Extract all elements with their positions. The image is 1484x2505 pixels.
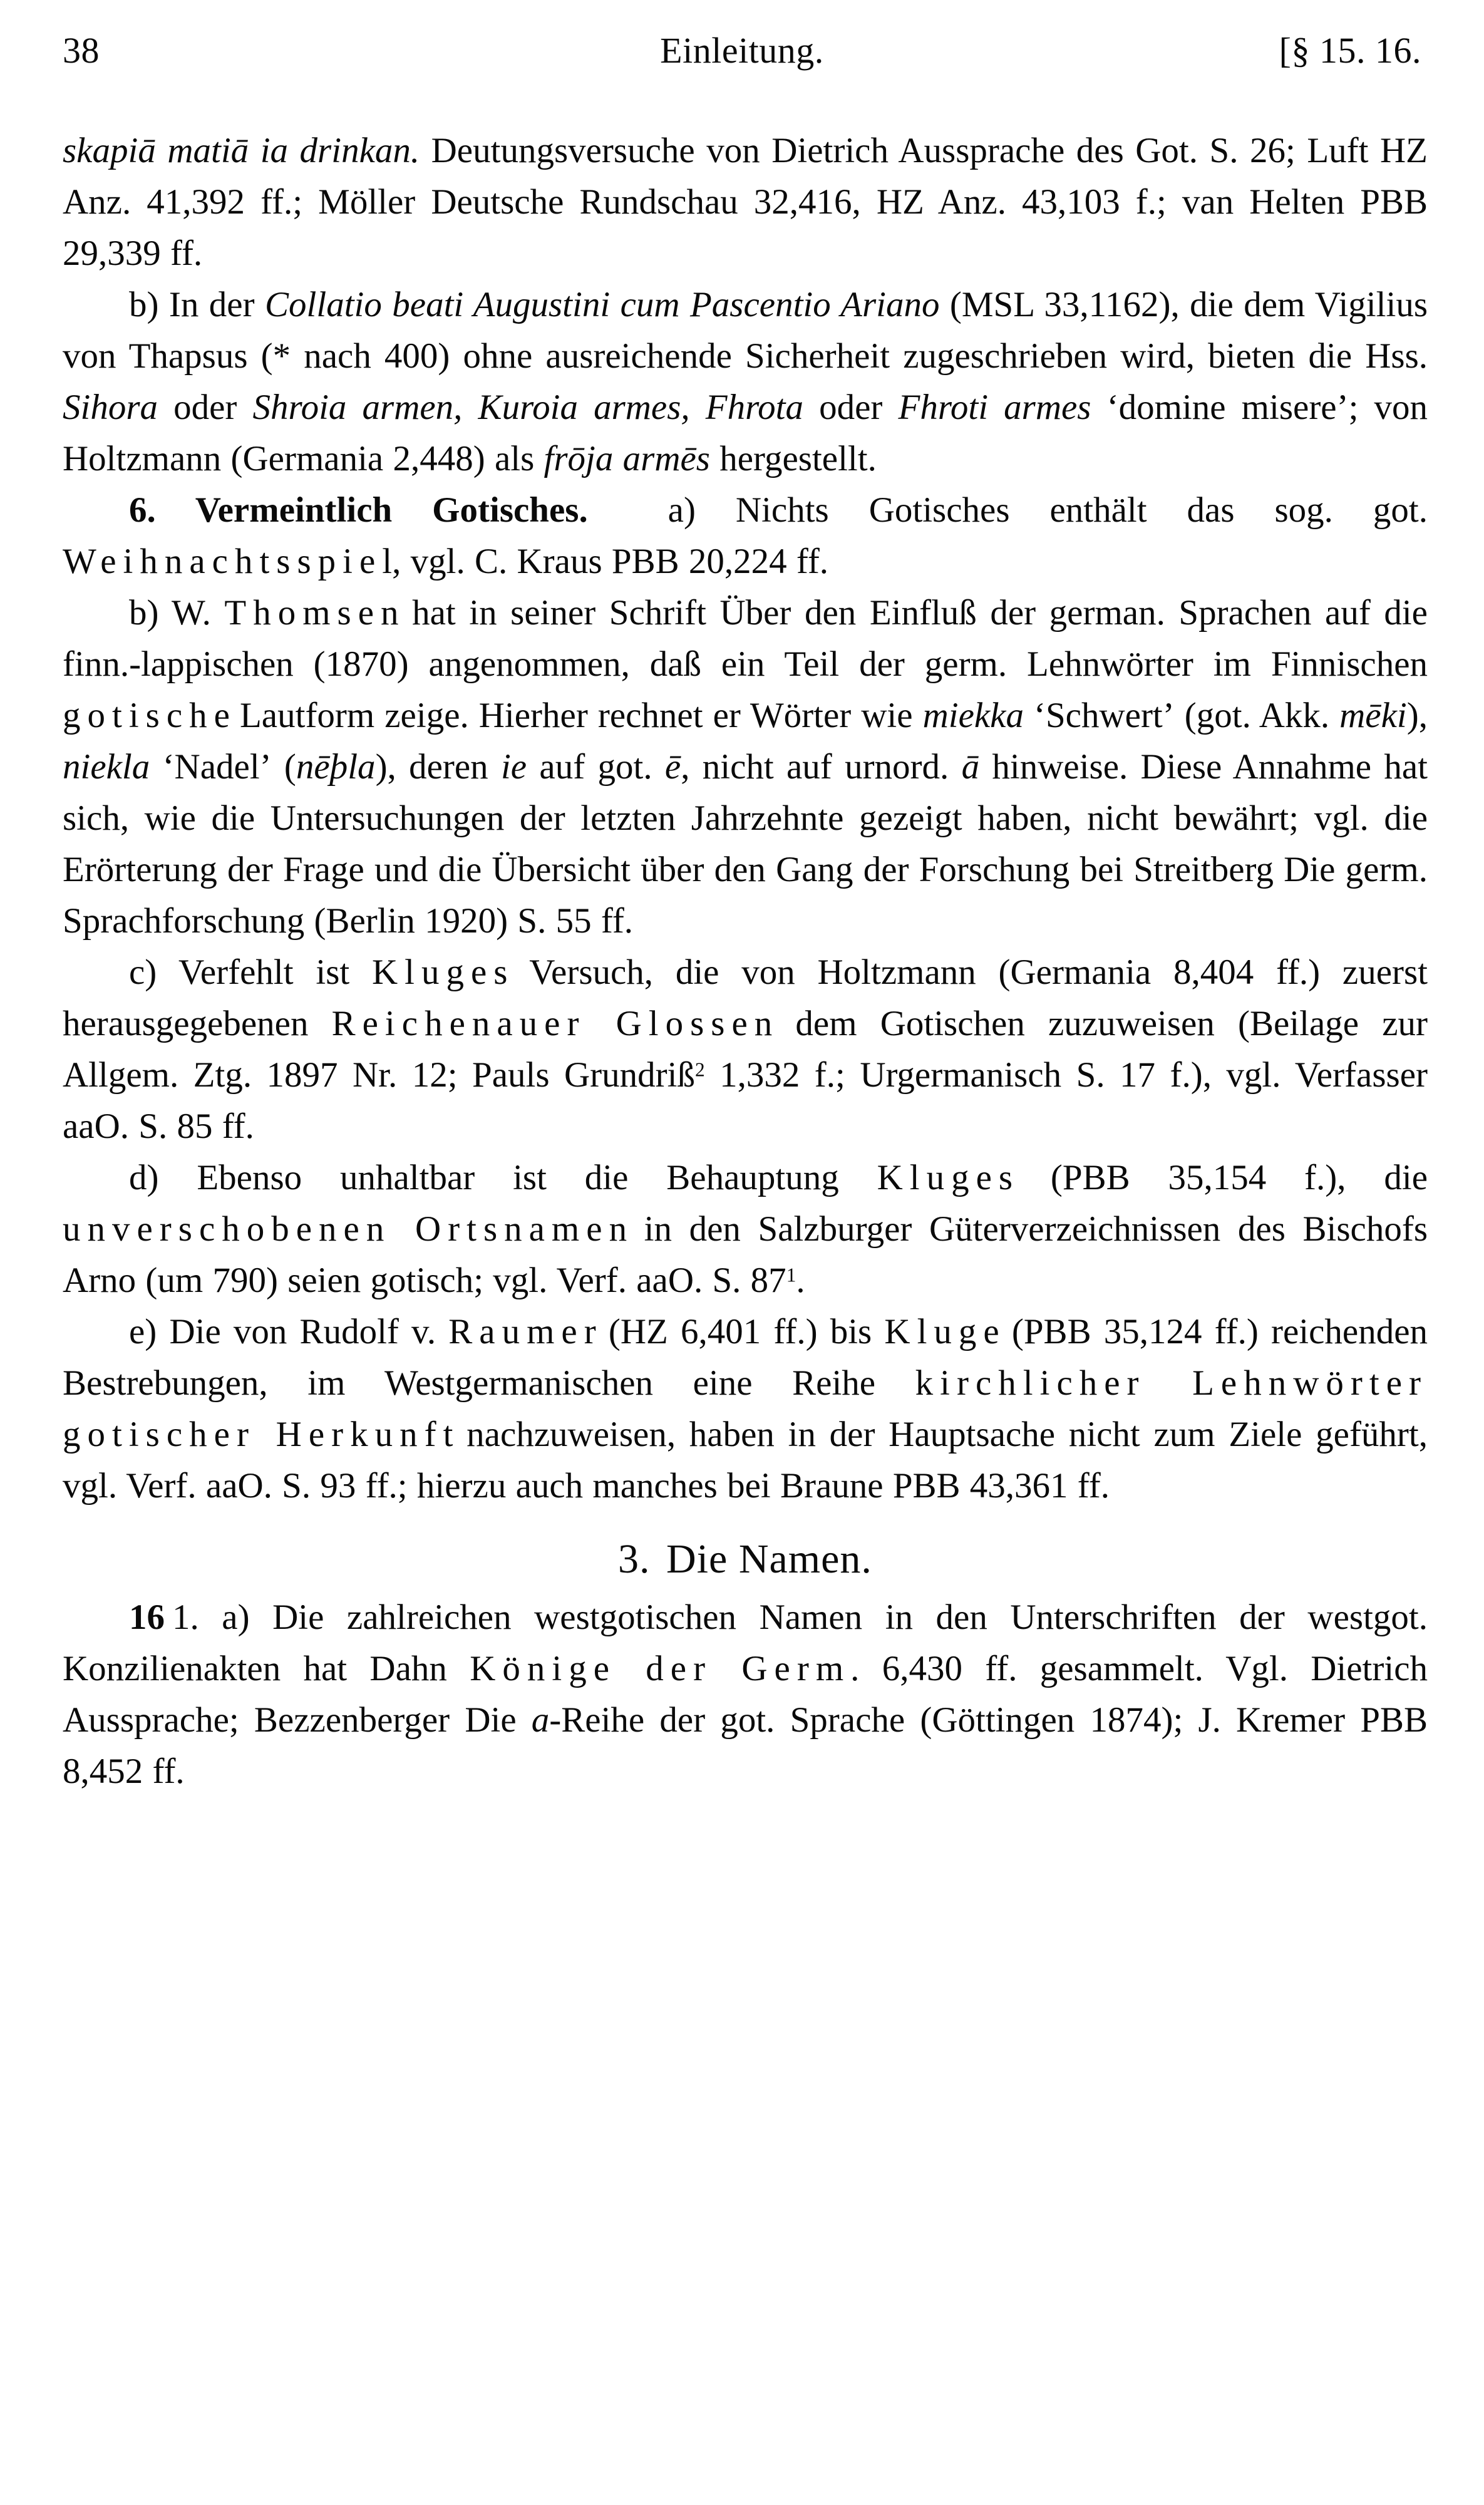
term-gotische: gotische — [63, 696, 237, 735]
paragraph-b-text-6: hergestellt. — [709, 439, 877, 478]
paragraph-16 — [63, 1592, 1428, 1797]
paragraph-b2-text-1: W. — [158, 593, 225, 633]
paragraph-d-text-1: Ebenso unhaltbar ist die Behauptung — [158, 1158, 877, 1197]
paragraph-6a-text-1: Nichts Gotisches enthält das sog. got. — [695, 490, 1428, 530]
term-unverschobene-ortsnamen: unverschobenen Ortsnamen — [63, 1209, 634, 1249]
paragraph-a-continuation — [63, 125, 1428, 279]
paragraph-c-label: c) — [129, 953, 157, 992]
word-miekka: miekka — [922, 696, 1024, 735]
footnote-superscript: 1 — [786, 1264, 796, 1286]
paragraph-b2-text-10: hinweise. Diese Annahme hat sich, wie die Untersuchungen der letzten Jahrzehnte gezeigt haben, nicht bewährt; vgl. die Erörterung der Frage und die Übersicht über den Gang der Forschung bei Streitberg Die germ. Sprachforschung (Berlin 1920) S. 55 ff. — [63, 747, 1428, 941]
paragraph-c — [63, 947, 1428, 1152]
paragraph-6a — [63, 485, 1428, 587]
term-reichenauer-glossen: Reichenauer Glossen — [331, 1004, 780, 1043]
vowel-a-italic: a — [531, 1700, 550, 1740]
paragraph-b2-text-5: ), — [1406, 696, 1428, 735]
paragraph-6a-gap — [588, 490, 668, 530]
paragraph-16-text-3: -Reihe der got. Sprache (Göttingen 1874); J. Kremer PBB 8,452 ff. — [63, 1700, 1428, 1791]
collatio-title-italic: Collatio beati Augustini cum Pascentio Ariano — [265, 285, 940, 324]
word-nethla: nēþla — [296, 747, 376, 787]
title-koenige-der-germ: Könige der Germ. — [470, 1649, 867, 1688]
marginal-section-number: 16 — [129, 1598, 165, 1637]
term-weihnachtsspiel: Weihnachtsspiel — [63, 542, 399, 581]
paragraph-e-text-4: nachzuweisen, haben in der Hauptsache nicht zum Ziele geführt, vgl. Verf. aaO. S. 93 ff.; hierzu auch manches bei Braune PBB 43,361 ff. — [63, 1415, 1428, 1506]
text-block — [63, 125, 1428, 1797]
paragraph-b2-text-7: ), deren — [375, 747, 501, 787]
paragraph-16-text-2: 6,430 ff. gesammelt. Vgl. Dietrich Aussprache; Bezzenberger Die — [63, 1649, 1428, 1740]
paragraph-b-text-4: oder — [803, 388, 899, 427]
paragraph-b-space-2 — [690, 388, 706, 427]
section-signature: [§ 15. 16. — [1279, 30, 1421, 71]
paragraph-b — [63, 279, 1428, 485]
paragraph-b-text-5: ʻdomine misereʼ; von Holtzmann (Germania 2,448) als — [63, 388, 1428, 478]
paragraph-d-text-4: . — [796, 1261, 805, 1300]
section-heading-title: Die Namen. — [666, 1536, 872, 1582]
paragraph-b2-text-9: , nicht auf urnord. — [681, 747, 962, 787]
running-head-title: Einleitung. — [660, 30, 824, 71]
paragraph-b2-label: b) — [129, 593, 159, 633]
paragraph-e-text-3: (PBB 35,124 ff.) reichenden Bestrebungen, im Westgermanischen eine Reihe — [63, 1312, 1428, 1403]
term-kirchliche-lehnwoerter: kirchlicher Lehnwörter gotischer Herkunft — [63, 1363, 1428, 1454]
paragraph-d-text-2: (PBB 35,154 f.), die — [1013, 1158, 1428, 1197]
form-sihora: Sihora — [63, 388, 158, 427]
paragraph-16-text-1: 1. a) Die zahlreichen westgotischen Namen in den Unterschriften der westgot. Konzilienakten hat Dahn — [63, 1598, 1428, 1688]
form-fhroti-armes: Fhroti armes — [898, 388, 1091, 427]
paragraph-c-text-4: 1,332 f.; Urgermanisch S. 17 f.), vgl. Verfasser aaO. S. 85 ff. — [63, 1055, 1428, 1146]
subsection-heading-6: 6. Vermeintlich Gotisches. — [129, 490, 588, 530]
paragraph-a-text: Deutungsversuche von Dietrich Aussprache des Got. S. 26; Luft HZ Anz. 41,392 ff.; Möller Deutsche Rundschau 32,416, HZ Anz. 43,103 f.; van Helten PBB 29,339 ff. — [63, 131, 1428, 273]
paragraph-e-label: e) — [129, 1312, 157, 1351]
name-kluges: Kluges — [371, 953, 515, 992]
paragraph-c-text-2: Versuch, die von Holtzmann (Germania 8,404 ff.) zuerst herausgegebenen — [63, 953, 1428, 1043]
paragraph-e — [63, 1306, 1428, 1512]
paragraph-b2 — [63, 587, 1428, 947]
running-head — [63, 30, 1421, 89]
name-thomsen: Thomsen — [224, 593, 406, 633]
edition-superscript: 2 — [694, 1058, 705, 1081]
word-meki: mēki — [1339, 696, 1407, 735]
gothic-phrase-italic: skapiā matiā ia drinkan. — [63, 131, 420, 170]
name-raumer: Raumer — [448, 1312, 603, 1351]
name-kluge: Kluge — [884, 1312, 1006, 1351]
paragraph-c-text-3: dem Gotischen zuzuweisen (Beilage zur Allgem. Ztg. 1897 Nr. 12; Pauls Grundriß — [63, 1004, 1428, 1095]
paragraph-b2-text-3: Lautform zeige. Hierher rechnet er Wörter wie — [229, 696, 923, 735]
paragraph-6a-label: a) — [667, 490, 696, 530]
vowel-e-macron: ē — [664, 747, 681, 787]
paragraph-c-text-1: Verfehlt ist — [157, 953, 372, 992]
form-froja-armes: frōja armēs — [544, 439, 710, 478]
form-shroia-armen: Shroia armen, — [252, 388, 463, 427]
paragraph-b2-text-8: auf got. — [527, 747, 665, 787]
paragraph-d-label: d) — [129, 1158, 159, 1197]
section-heading-3 — [63, 1531, 1428, 1588]
form-kuroia-armes: Kuroia armes, — [478, 388, 690, 427]
paragraph-b-text-3: oder — [158, 388, 253, 427]
paragraph-e-text-1: Die von Rudolf v. — [157, 1312, 449, 1351]
word-niekla: niekla — [63, 747, 150, 787]
paragraph-d — [63, 1152, 1428, 1306]
digraph-ie: ie — [500, 747, 527, 787]
name-kluges-2: Kluges — [877, 1158, 1020, 1197]
section-heading-number: 3. — [618, 1536, 651, 1582]
paragraph-d-text-3: in den Salzburger Güterverzeichnissen des Bischofs Arno (um 790) seien gotisch; vgl. Verf. aaO. S. 87 — [63, 1209, 1428, 1300]
page-number: 38 — [63, 30, 100, 71]
paragraph-b2-text-4: ʻSchwertʼ (got. Akk. — [1023, 696, 1340, 735]
paragraph-b-label: b) — [129, 285, 159, 324]
paragraph-e-text-2: (HZ 6,401 ff.) bis — [595, 1312, 885, 1351]
paragraph-b-text-1: In der — [158, 285, 265, 324]
paragraph-b-space-1 — [462, 388, 478, 427]
form-fhrota: Fhrota — [705, 388, 803, 427]
paragraph-b2-text-2: hat in seiner Schrift Über den Einfluß der german. Sprachen auf die finn.-lappischen (1870) angenommen, daß ein Teil der germ. Lehnwörter im Finnischen — [63, 593, 1428, 684]
vowel-a-macron: ā — [961, 747, 980, 787]
paragraph-b2-text-6: ʻNadelʼ ( — [150, 747, 296, 787]
paragraph-b-text-2: (MSL 33,1162), die dem Vigilius von Thapsus (* nach 400) ohne ausreichende Sicherheit zugeschrieben wird, bieten die Hss. — [63, 285, 1428, 376]
paragraph-6a-text-2: , vgl. C. Kraus PBB 20,224 ff. — [392, 542, 829, 581]
